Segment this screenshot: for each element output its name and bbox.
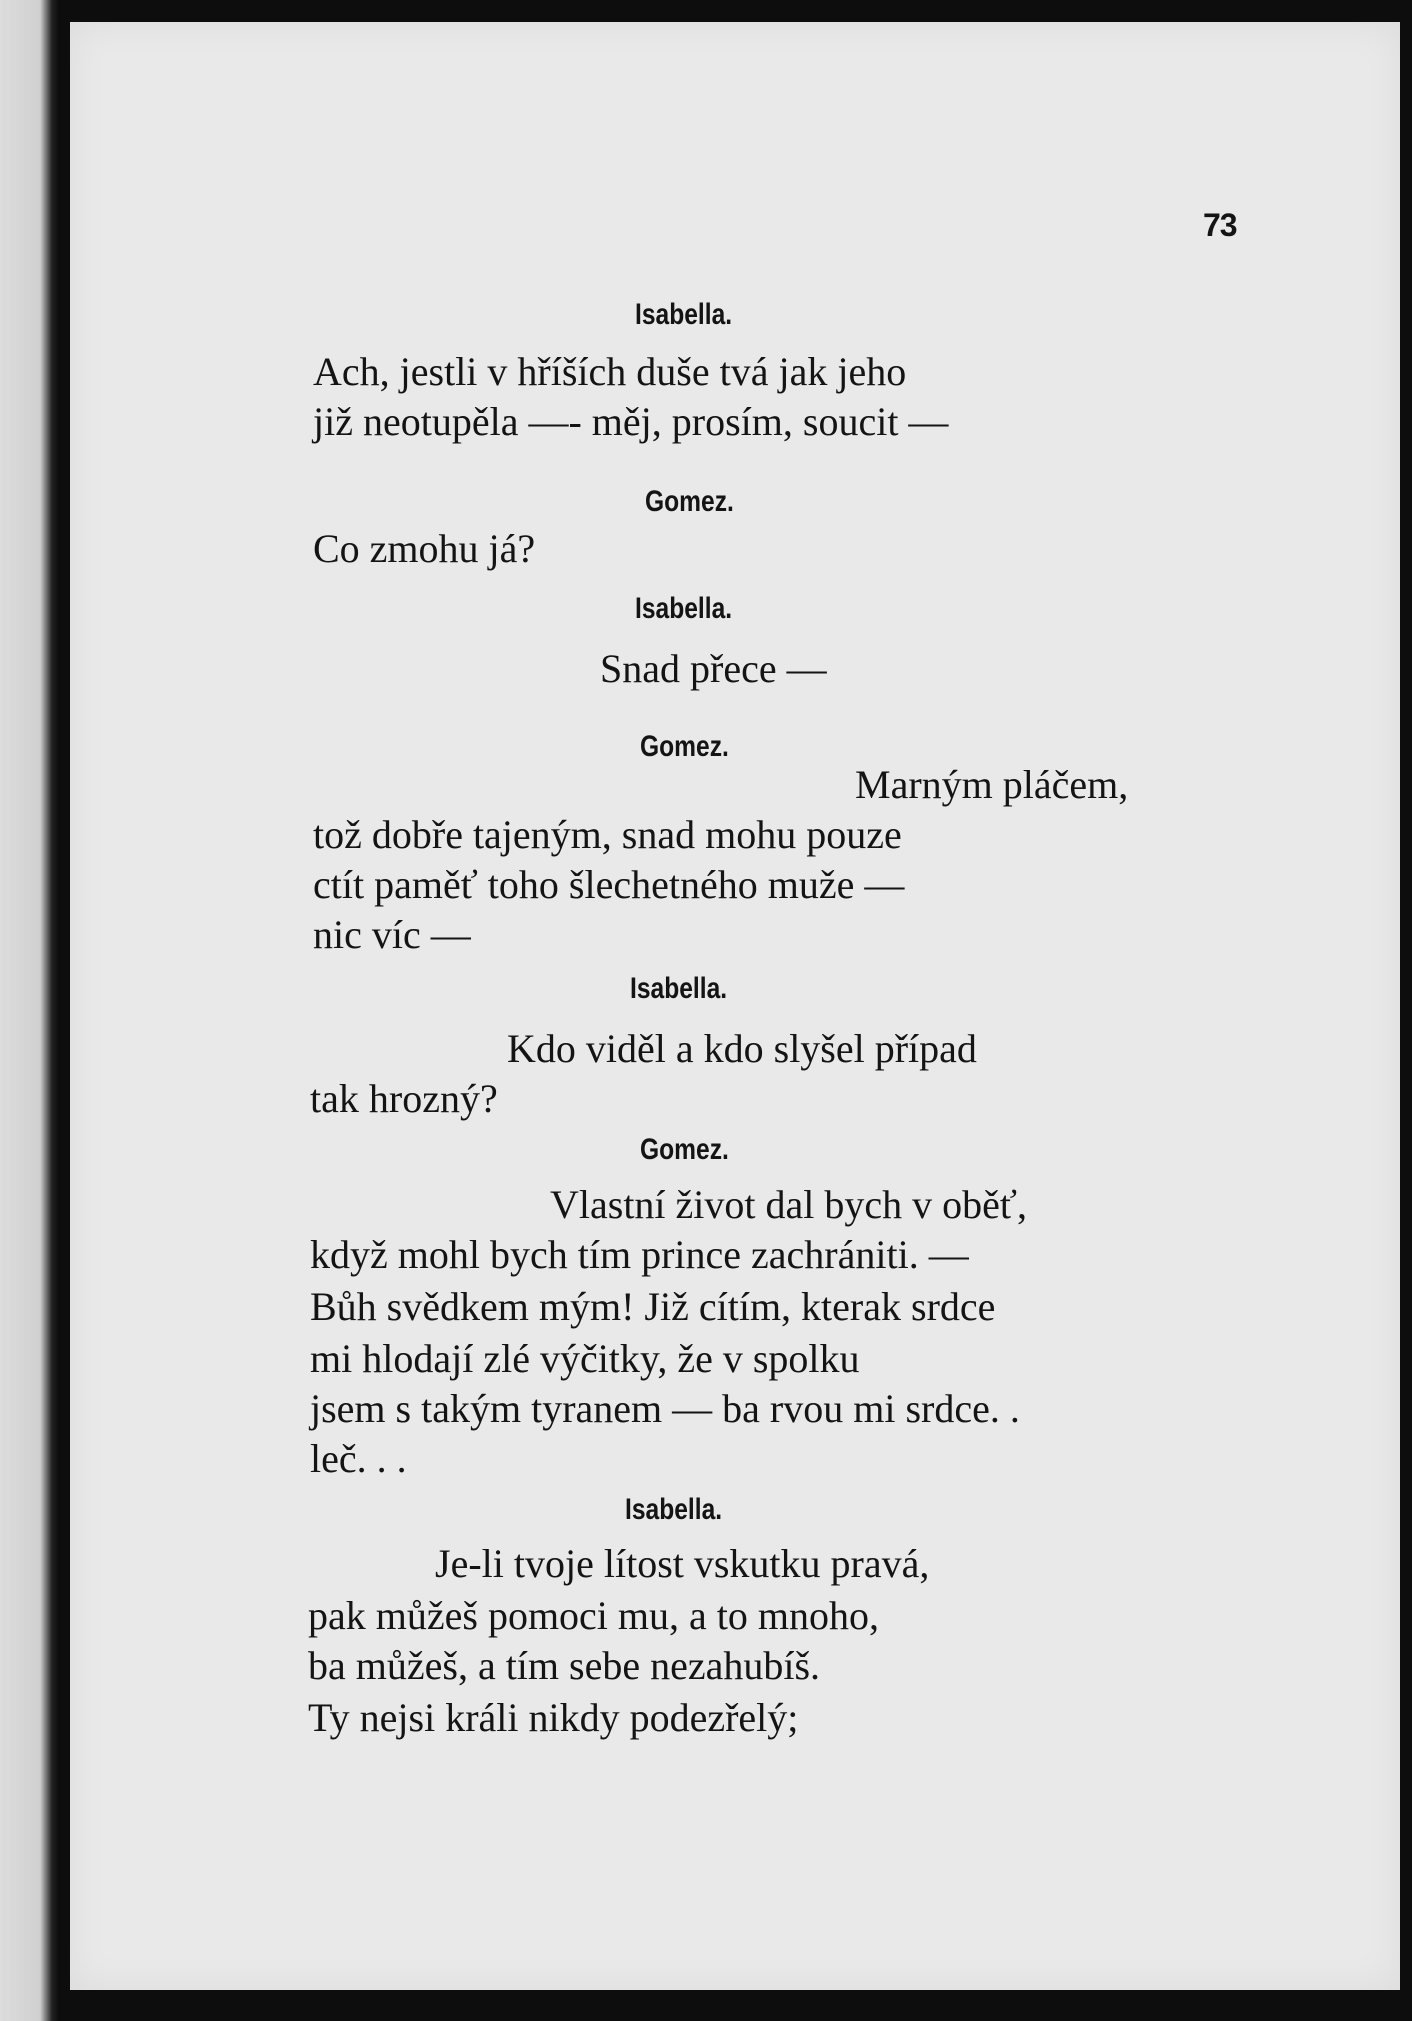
- speaker-label: Isabella.: [625, 1493, 723, 1526]
- verse-line: ctít paměť toho šlechetného muže —: [313, 862, 905, 907]
- verse-line: Marným pláčem,: [855, 762, 1129, 807]
- verse-line: Ach, jestli v hříších duše tvá jak jeho: [313, 349, 907, 394]
- verse-line: Kdo viděl a kdo slyšel případ: [507, 1026, 977, 1071]
- verse-line: jsem s takým tyranem — ba rvou mi srdce. .: [310, 1386, 1020, 1431]
- verse-line: tož dobře tajeným, snad mohu pouze: [313, 812, 902, 857]
- speaker-label: Gomez.: [640, 730, 729, 763]
- verse-line: Ty nejsi králi nikdy podezřelý;: [308, 1695, 799, 1740]
- verse-line: nic víc —: [313, 912, 471, 957]
- speaker-label: Gomez.: [645, 485, 734, 518]
- verse-line: Bůh svědkem mým! Již cítím, kterak srdce: [310, 1284, 996, 1329]
- verse-line: tak hrozný?: [310, 1076, 498, 1121]
- verse-line: ba můžeš, a tím sebe nezahubíš.: [308, 1643, 821, 1688]
- page-number: 73: [1203, 207, 1237, 243]
- speaker-label: Isabella.: [635, 298, 733, 331]
- verse-line: již neotupěla —- měj, prosím, soucit —: [313, 399, 949, 444]
- verse-line: Co zmohu já?: [313, 526, 536, 571]
- verse-line: Vlastní život dal bych v oběť,: [550, 1182, 1027, 1227]
- speaker-label: Isabella.: [635, 592, 733, 625]
- book-spine-edge: [0, 0, 60, 2021]
- verse-line: když mohl bych tím prince zachrániti. —: [310, 1232, 969, 1277]
- speaker-label: Isabella.: [630, 972, 728, 1005]
- verse-line: pak můžeš pomoci mu, a to mnoho,: [308, 1593, 880, 1638]
- book-page: [70, 22, 1400, 1990]
- verse-line: Snad přece —: [600, 646, 827, 691]
- verse-line: mi hlodají zlé výčitky, že v spolku: [310, 1336, 860, 1381]
- verse-line: Je-li tvoje lítost vskutku pravá,: [435, 1541, 930, 1586]
- verse-line: leč. . .: [310, 1436, 407, 1481]
- speaker-label: Gomez.: [640, 1133, 729, 1166]
